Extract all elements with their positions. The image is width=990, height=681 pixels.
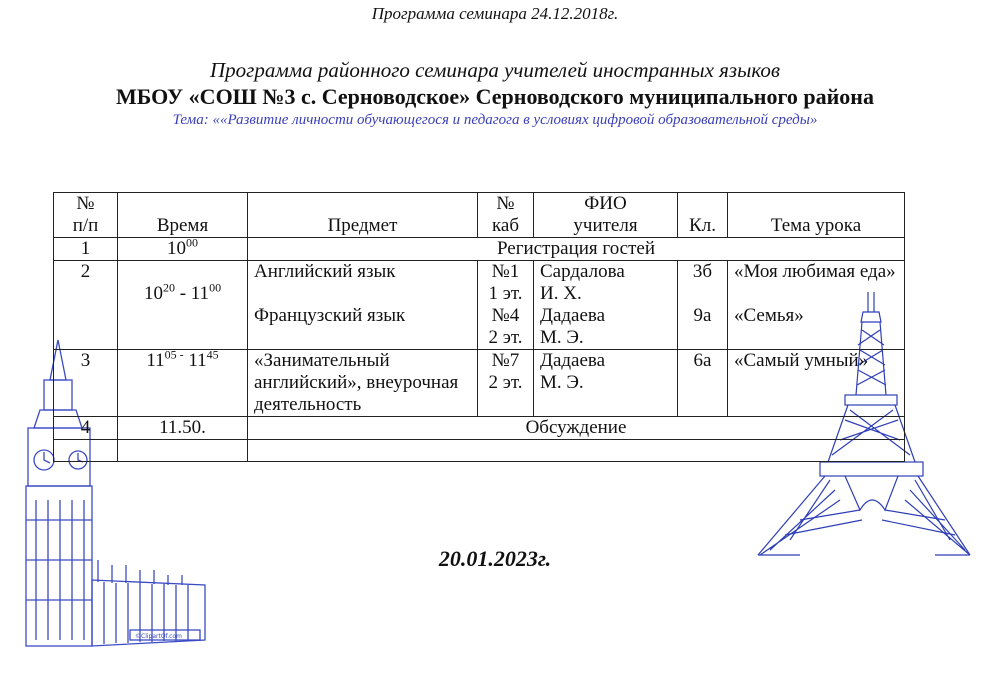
row3-num: 3	[54, 350, 118, 417]
row2-num-cont	[54, 305, 118, 350]
row1-num: 1	[54, 238, 118, 261]
table-row	[54, 305, 905, 350]
row4-num: 4	[54, 417, 118, 440]
seminar-theme: Тема: ««Развитие личности обучающегося и педагога в условиях цифровой образовательной среды»	[172, 112, 818, 128]
header-num: № п/п	[54, 193, 118, 238]
row2-subject-1: Английский язык	[248, 261, 478, 306]
header-room: № каб	[478, 193, 534, 238]
bigben-caption: ©ClipartOf.com	[135, 633, 182, 640]
row2-teacher-2: Дадаева М. Э.	[534, 305, 678, 350]
header-time: Время	[118, 193, 248, 238]
header-topic: Тема урока	[728, 193, 905, 238]
row3-room: №7 2 эт.	[478, 350, 534, 417]
table-row	[54, 417, 905, 440]
title-line-2: МБОУ «СОШ №3 с. Серноводское» Серноводского муниципального района	[116, 84, 874, 109]
row4-event: Обсуждение	[248, 417, 905, 440]
row3-grade: 6а	[678, 350, 728, 417]
title-line-1: Программа районного семинара учителей иностранных языков	[209, 58, 780, 82]
header-grade: Кл.	[678, 193, 728, 238]
header-teacher: ФИО учителя	[534, 193, 678, 238]
table-row	[54, 440, 905, 462]
row3-topic: «Самый умный»	[728, 350, 905, 417]
row4-time: 11.50.	[118, 417, 248, 440]
row3-teacher: Дадаева М. Э.	[534, 350, 678, 417]
row1-time: $10^{00}$	[118, 238, 248, 261]
row3-subject: «Занимательный английский», внеурочная деятельность	[248, 350, 478, 417]
row2-room-1: №1 1 эт.	[478, 261, 534, 306]
row2-teacher-1: Сардалова И. Х.	[534, 261, 678, 306]
table-row	[54, 238, 905, 261]
row2-subject-2: Французский язык	[248, 305, 478, 350]
row2-time-cont	[118, 305, 248, 350]
table-row	[54, 350, 905, 417]
footer-date: 20.01.2023г.	[438, 546, 552, 571]
row3-time: $11^{05 -}$ $11^{45}$	[118, 350, 248, 417]
table-row	[54, 261, 905, 306]
program-table	[53, 192, 905, 462]
top-note: Программа семинара 24.12.2018г.	[371, 4, 619, 23]
row2-num: 2	[54, 261, 118, 306]
row2-grade-1: 3б	[678, 261, 728, 306]
row2-time: $10^{20} - 11^{00}$	[118, 261, 248, 306]
table-header-row	[54, 193, 905, 238]
row2-grade-2: 9а	[678, 305, 728, 350]
empty-cell	[54, 440, 118, 462]
row2-topic-1: «Моя любимая еда»	[728, 261, 905, 306]
row2-room-2: №4 2 эт.	[478, 305, 534, 350]
row1-event: Регистрация гостей	[248, 238, 905, 261]
header-subject: Предмет	[248, 193, 478, 238]
row2-topic-2: «Семья»	[728, 305, 905, 350]
empty-cell	[118, 440, 248, 462]
empty-cell	[248, 440, 905, 462]
